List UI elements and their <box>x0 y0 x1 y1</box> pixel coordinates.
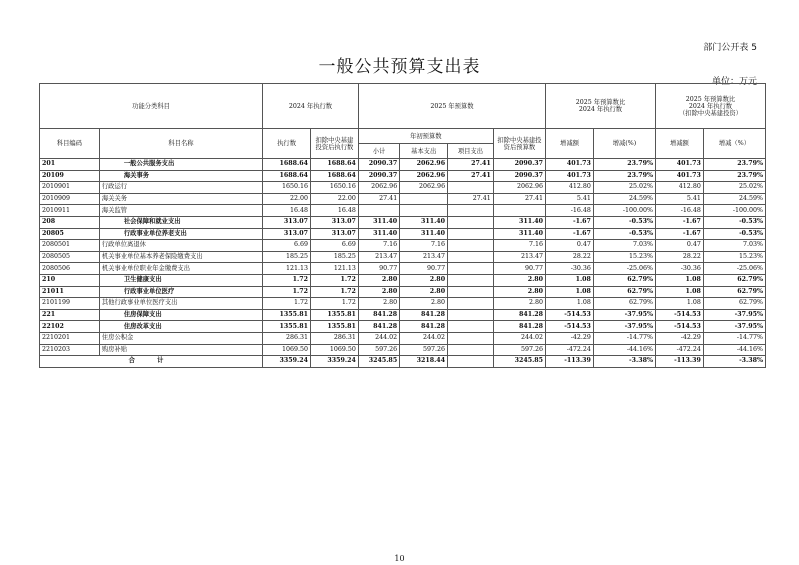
cell-inc: 28.22 <box>546 251 594 263</box>
cell-budget-excl: 841.28 <box>493 309 545 321</box>
cell-pct2: 62.79% <box>703 298 765 310</box>
row-name: 住房公积金 <box>99 332 262 344</box>
cell-budget-excl: 244.02 <box>493 332 545 344</box>
cell-pct2: -44.16% <box>703 344 765 356</box>
cell-subtotal: 597.26 <box>358 344 399 356</box>
cell-inc: 0.47 <box>546 240 594 252</box>
cell-subtotal: 2.80 <box>358 274 399 286</box>
cell-project <box>448 274 494 286</box>
row-name: 购房补贴 <box>99 344 262 356</box>
row-name: 行政运行 <box>99 182 262 194</box>
cell-basic: 2062.96 <box>400 170 448 182</box>
cell-project <box>448 298 494 310</box>
row-code: 2210203 <box>40 344 100 356</box>
cell-inc: 401.73 <box>546 170 594 182</box>
cell-pct2: 7.03% <box>703 240 765 252</box>
cell-pct2: -25.06% <box>703 263 765 275</box>
row-name: 住房保障支出 <box>99 309 262 321</box>
cell-pct2: 24.59% <box>703 193 765 205</box>
cell-basic: 90.77 <box>400 263 448 275</box>
cell-inc: -30.36 <box>546 263 594 275</box>
cell-inc: -16.48 <box>546 205 594 217</box>
row-code: 2101199 <box>40 298 100 310</box>
cell-subtotal: 841.28 <box>358 309 399 321</box>
cell-subtotal: 311.40 <box>358 228 399 240</box>
unit-label: 单位：万元 <box>711 77 757 87</box>
table-row <box>40 344 766 356</box>
row-code: 20805 <box>40 228 100 240</box>
cell-project <box>448 205 494 217</box>
row-code: 2010911 <box>40 205 100 217</box>
cell-exec: 16.48 <box>263 205 311 217</box>
cell-project <box>448 251 494 263</box>
cell-exec-excl: 1688.64 <box>310 170 358 182</box>
cell-inc2: -1.67 <box>655 228 703 240</box>
cell-inc: 5.41 <box>546 193 594 205</box>
cell-exec-excl: 1688.64 <box>310 159 358 171</box>
cell-pct: -14.77% <box>593 332 655 344</box>
cell-inc: 1.08 <box>546 274 594 286</box>
cell-pct2: 15.23% <box>703 251 765 263</box>
name-header: 科目名称 <box>99 129 262 159</box>
cell-subtotal: 311.40 <box>358 216 399 228</box>
row-code: 2010901 <box>40 182 100 194</box>
total-pct: -3.38% <box>593 356 655 368</box>
cell-basic: 841.28 <box>400 321 448 333</box>
cell-exec: 22.00 <box>263 193 311 205</box>
table-row <box>40 228 766 240</box>
cell-basic: 2.80 <box>400 274 448 286</box>
cell-inc: -514.53 <box>546 309 594 321</box>
cell-budget-excl: 90.77 <box>493 263 545 275</box>
cell-pct2: 62.79% <box>703 274 765 286</box>
cell-inc2: -514.53 <box>655 309 703 321</box>
compare-excl-header-line1: 2025 年预算数比 <box>685 95 736 103</box>
page-title: 一般公共预算支出表 <box>318 57 481 77</box>
row-code: 210 <box>40 274 100 286</box>
table-row <box>40 205 766 217</box>
cell-subtotal: 841.28 <box>358 321 399 333</box>
cell-pct: -37.95% <box>593 321 655 333</box>
cell-exec: 1688.64 <box>263 159 311 171</box>
cell-subtotal <box>358 205 399 217</box>
cell-project <box>448 182 494 194</box>
row-code: 21011 <box>40 286 100 298</box>
cell-basic: 597.26 <box>400 344 448 356</box>
cell-exec-excl: 313.07 <box>310 228 358 240</box>
row-name: 社会保障和就业支出 <box>99 216 262 228</box>
cell-basic: 2.80 <box>400 286 448 298</box>
page-number: 10 <box>394 554 405 563</box>
row-name: 卫生健康支出 <box>99 274 262 286</box>
basic-exp-header: 基本支出 <box>400 144 448 159</box>
total-pct2: -3.38% <box>703 356 765 368</box>
cell-exec: 6.69 <box>263 240 311 252</box>
cell-basic: 7.16 <box>400 240 448 252</box>
cell-exec: 1.72 <box>263 286 311 298</box>
cell-basic: 841.28 <box>400 309 448 321</box>
table-row <box>40 286 766 298</box>
cell-pct2: 23.79% <box>703 170 765 182</box>
cell-basic: 311.40 <box>400 228 448 240</box>
cell-pct: 15.23% <box>593 251 655 263</box>
total-basic: 3218.44 <box>400 356 448 368</box>
cell-inc2: 1.08 <box>655 274 703 286</box>
cell-pct2: -14.77% <box>703 332 765 344</box>
cell-budget-excl: 2.80 <box>493 298 545 310</box>
cell-pct: 62.79% <box>593 298 655 310</box>
row-code: 20109 <box>40 170 100 182</box>
func-class-header: 功能分类科目 <box>40 84 263 129</box>
row-code: 2210201 <box>40 332 100 344</box>
cell-inc2: 1.08 <box>655 298 703 310</box>
cell-inc2: -514.53 <box>655 321 703 333</box>
cell-exec: 185.25 <box>263 251 311 263</box>
cell-inc: 1.08 <box>546 298 594 310</box>
table-row <box>40 216 766 228</box>
cell-exec: 1.72 <box>263 298 311 310</box>
cell-inc2: 412.80 <box>655 182 703 194</box>
row-code: 208 <box>40 216 100 228</box>
row-code: 201 <box>40 159 100 171</box>
total-budget-excl: 3245.85 <box>493 356 545 368</box>
cell-exec: 1355.81 <box>263 309 311 321</box>
cell-exec: 313.07 <box>263 228 311 240</box>
cell-pct: 23.79% <box>593 159 655 171</box>
cell-budget-excl: 2062.96 <box>493 182 545 194</box>
cell-project <box>448 309 494 321</box>
cell-exec: 121.13 <box>263 263 311 275</box>
compare-header-line2: 2024 年执行数 <box>578 106 623 113</box>
cell-pct2: -0.53% <box>703 228 765 240</box>
cell-exec-excl: 1069.50 <box>310 344 358 356</box>
table-row <box>40 240 766 252</box>
row-code: 2080506 <box>40 263 100 275</box>
cell-exec-excl: 1650.16 <box>310 182 358 194</box>
cell-pct2: -0.53% <box>703 216 765 228</box>
cell-subtotal: 7.16 <box>358 240 399 252</box>
total-subtotal: 3245.85 <box>358 356 399 368</box>
cell-pct2: 62.79% <box>703 286 765 298</box>
cell-inc: 1.08 <box>546 286 594 298</box>
cell-exec: 1.72 <box>263 274 311 286</box>
cell-budget-excl: 27.41 <box>493 193 545 205</box>
cell-inc: -472.24 <box>546 344 594 356</box>
cell-project <box>448 228 494 240</box>
total-exec: 3359.24 <box>263 356 311 368</box>
budget-table <box>39 83 766 368</box>
cell-basic: 213.47 <box>400 251 448 263</box>
exec-header: 执行数 <box>263 129 311 159</box>
project-exp-header: 项目支出 <box>448 144 494 159</box>
cell-exec-excl: 16.48 <box>310 205 358 217</box>
cell-budget-excl: 2090.37 <box>493 159 545 171</box>
page-label: 部门公开表 5 <box>703 43 757 53</box>
cell-project <box>448 344 494 356</box>
row-name: 机关事业单位基本养老保险缴费支出 <box>99 251 262 263</box>
cell-budget-excl: 2.80 <box>493 286 545 298</box>
cell-inc2: 5.41 <box>655 193 703 205</box>
cell-budget-excl: 311.40 <box>493 228 545 240</box>
cell-project: 27.41 <box>448 159 494 171</box>
cell-exec: 1355.81 <box>263 321 311 333</box>
cell-exec-excl: 313.07 <box>310 216 358 228</box>
cell-exec: 286.31 <box>263 332 311 344</box>
cell-subtotal: 2062.96 <box>358 182 399 194</box>
cell-project <box>448 240 494 252</box>
subtotal-header: 小计 <box>358 144 399 159</box>
cell-subtotal: 244.02 <box>358 332 399 344</box>
cell-subtotal: 213.47 <box>358 251 399 263</box>
total-inc2: -113.39 <box>655 356 703 368</box>
table-row <box>40 321 766 333</box>
cell-exec-excl: 22.00 <box>310 193 358 205</box>
cell-project <box>448 332 494 344</box>
cell-budget-excl: 7.16 <box>493 240 545 252</box>
cell-exec: 313.07 <box>263 216 311 228</box>
cell-basic: 311.40 <box>400 216 448 228</box>
row-name: 海关关务 <box>99 193 262 205</box>
table-row <box>40 251 766 263</box>
cell-basic <box>400 193 448 205</box>
row-code: 22102 <box>40 321 100 333</box>
cell-subtotal: 90.77 <box>358 263 399 275</box>
exec-2024-header: 2024 年执行数 <box>263 84 359 129</box>
table-row <box>40 263 766 275</box>
table-row <box>40 298 766 310</box>
cell-pct: 25.02% <box>593 182 655 194</box>
cell-pct: -44.16% <box>593 344 655 356</box>
cell-pct: -0.53% <box>593 216 655 228</box>
cell-basic: 2062.96 <box>400 182 448 194</box>
cell-inc: 412.80 <box>546 182 594 194</box>
row-name: 行政事业单位医疗 <box>99 286 262 298</box>
compare-excl-header-line3: （扣除中央基建投资） <box>679 109 742 117</box>
cell-pct: -100.00% <box>593 205 655 217</box>
row-code: 2080501 <box>40 240 100 252</box>
cell-exec-excl: 1355.81 <box>310 309 358 321</box>
cell-budget-excl: 311.40 <box>493 216 545 228</box>
cell-exec-excl: 1355.81 <box>310 321 358 333</box>
cell-exec-excl: 185.25 <box>310 251 358 263</box>
cell-budget-excl: 597.26 <box>493 344 545 356</box>
total-exec-excl: 3359.24 <box>310 356 358 368</box>
row-name: 住房改革支出 <box>99 321 262 333</box>
cell-project: 27.41 <box>448 170 494 182</box>
table-row <box>40 332 766 344</box>
cell-inc2: -16.48 <box>655 205 703 217</box>
cell-inc: -514.53 <box>546 321 594 333</box>
cell-basic <box>400 205 448 217</box>
cell-budget-excl: 841.28 <box>493 321 545 333</box>
cell-basic: 2062.96 <box>400 159 448 171</box>
compare-excl-header-line2: 2024 年执行数 <box>688 102 733 110</box>
cell-inc: -42.29 <box>546 332 594 344</box>
cell-inc2: -472.24 <box>655 344 703 356</box>
budget-2025-header: 2025 年预算数 <box>358 84 545 129</box>
cell-inc: 401.73 <box>546 159 594 171</box>
row-name: 行政事业单位养老支出 <box>99 228 262 240</box>
row-name: 海关事务 <box>99 170 262 182</box>
cell-basic: 244.02 <box>400 332 448 344</box>
cell-pct: 23.79% <box>593 170 655 182</box>
cell-subtotal: 2090.37 <box>358 170 399 182</box>
cell-subtotal: 2.80 <box>358 298 399 310</box>
row-name: 其他行政事业单位医疗支出 <box>99 298 262 310</box>
cell-inc2: -42.29 <box>655 332 703 344</box>
cell-pct: 62.79% <box>593 274 655 286</box>
total-inc: -113.39 <box>546 356 594 368</box>
table-row <box>40 193 766 205</box>
initial-budget-header: 年初预算数 <box>358 129 493 144</box>
table-row <box>40 309 766 321</box>
cell-pct2: -37.95% <box>703 321 765 333</box>
total-row <box>40 356 766 368</box>
exec-excl-header: 扣除中央基建投资后执行数 <box>310 129 358 159</box>
cell-pct: 24.59% <box>593 193 655 205</box>
cell-inc: -1.67 <box>546 228 594 240</box>
cell-exec: 1650.16 <box>263 182 311 194</box>
cell-pct2: 23.79% <box>703 159 765 171</box>
total-label: 合 计 <box>40 356 263 368</box>
row-name: 一般公共服务支出 <box>99 159 262 171</box>
row-name: 海关监管 <box>99 205 262 217</box>
cell-project: 27.41 <box>448 193 494 205</box>
cell-exec-excl: 1.72 <box>310 274 358 286</box>
cell-inc: -1.67 <box>546 216 594 228</box>
table-row <box>40 182 766 194</box>
cell-pct2: -37.95% <box>703 309 765 321</box>
cell-exec-excl: 6.69 <box>310 240 358 252</box>
table-row <box>40 159 766 171</box>
code-header: 科目编码 <box>40 129 100 159</box>
row-code: 2010909 <box>40 193 100 205</box>
cell-inc2: 401.73 <box>655 170 703 182</box>
row-name: 机关事业单位职业年金缴费支出 <box>99 263 262 275</box>
cell-subtotal: 2090.37 <box>358 159 399 171</box>
budget-excl-header: 扣除中央基建投资后预算数 <box>493 129 545 159</box>
cell-subtotal: 27.41 <box>358 193 399 205</box>
row-code: 221 <box>40 309 100 321</box>
cell-project <box>448 286 494 298</box>
cell-inc2: -30.36 <box>655 263 703 275</box>
row-code: 2080505 <box>40 251 100 263</box>
table-body <box>40 159 766 368</box>
cell-project <box>448 216 494 228</box>
compare-header-line1: 2025 年预算数比 <box>575 99 626 106</box>
table-row <box>40 170 766 182</box>
cell-exec: 1069.50 <box>263 344 311 356</box>
cell-inc2: 1.08 <box>655 286 703 298</box>
inc-amount2-header: 增减额 <box>655 129 703 159</box>
inc-amount-header: 增减额 <box>546 129 594 159</box>
cell-pct2: 25.02% <box>703 182 765 194</box>
cell-exec-excl: 121.13 <box>310 263 358 275</box>
inc-pct-header: 增减(%) <box>593 129 655 159</box>
compare-excl-header <box>655 84 765 129</box>
cell-inc2: -1.67 <box>655 216 703 228</box>
cell-project <box>448 321 494 333</box>
cell-basic: 2.80 <box>400 298 448 310</box>
total-project <box>448 356 494 368</box>
cell-exec-excl: 1.72 <box>310 286 358 298</box>
cell-budget-excl <box>493 205 545 217</box>
cell-budget-excl: 2.80 <box>493 274 545 286</box>
compare-header <box>546 84 656 129</box>
cell-pct: 7.03% <box>593 240 655 252</box>
cell-project <box>448 263 494 275</box>
inc-pct2-header: 增减（%） <box>703 129 765 159</box>
cell-pct: 62.79% <box>593 286 655 298</box>
cell-budget-excl: 213.47 <box>493 251 545 263</box>
row-name: 行政单位离退休 <box>99 240 262 252</box>
cell-inc2: 401.73 <box>655 159 703 171</box>
cell-exec: 1688.64 <box>263 170 311 182</box>
cell-inc2: 28.22 <box>655 251 703 263</box>
cell-pct: -25.06% <box>593 263 655 275</box>
table-row <box>40 274 766 286</box>
cell-exec-excl: 286.31 <box>310 332 358 344</box>
cell-subtotal: 2.80 <box>358 286 399 298</box>
cell-inc2: 0.47 <box>655 240 703 252</box>
cell-pct: -0.53% <box>593 228 655 240</box>
cell-budget-excl: 2090.37 <box>493 170 545 182</box>
cell-exec-excl: 1.72 <box>310 298 358 310</box>
cell-pct: -37.95% <box>593 309 655 321</box>
cell-pct2: -100.00% <box>703 205 765 217</box>
